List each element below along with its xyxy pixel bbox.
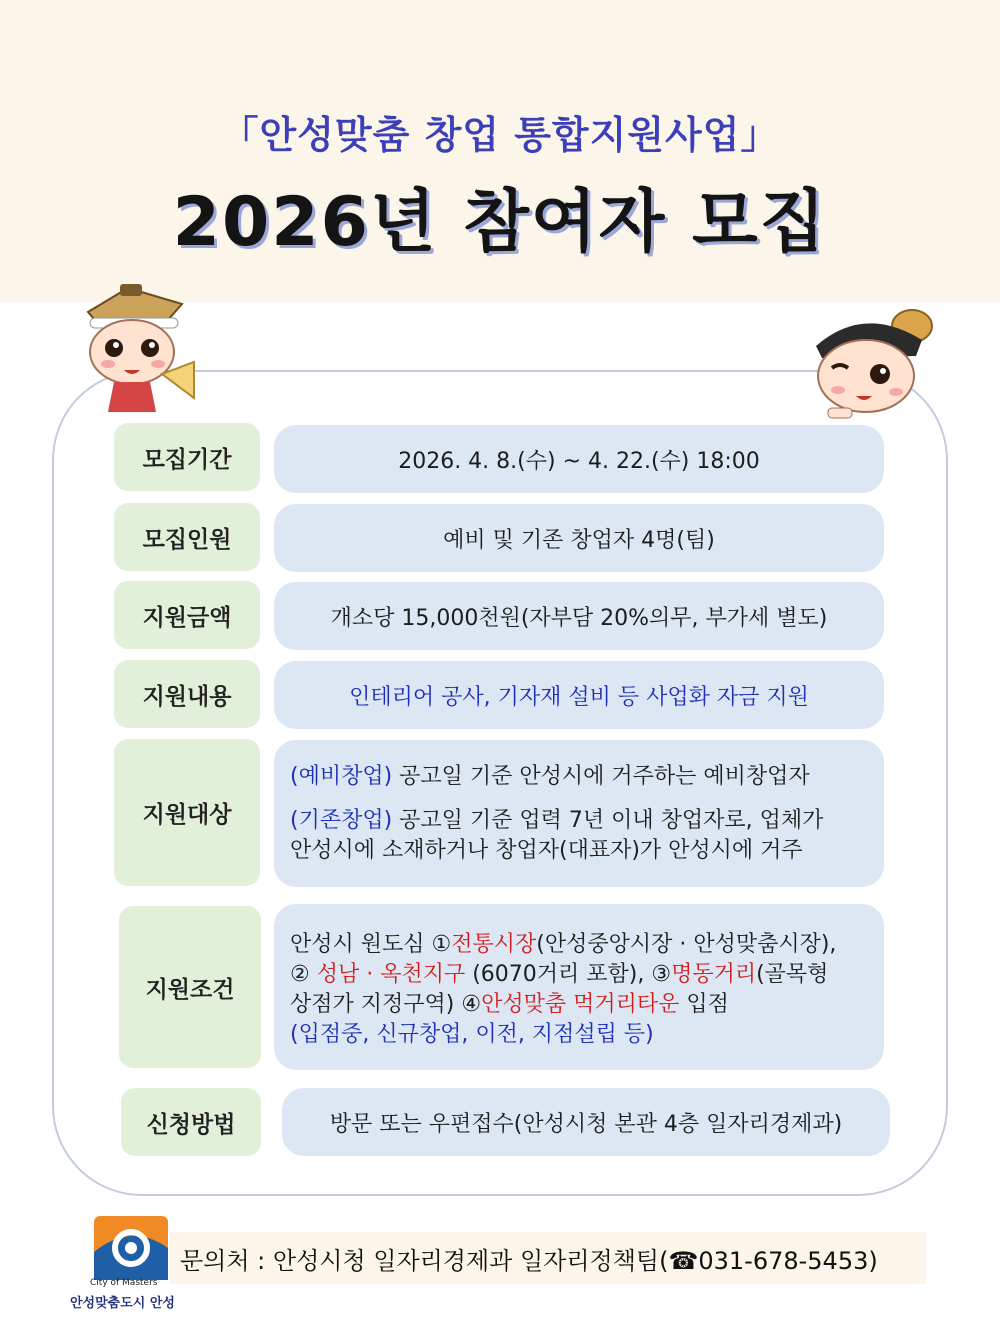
target-prep-tag: (예비창업) bbox=[290, 764, 393, 789]
value-recruit-count: 예비 및 기존 창업자 4명(팀) bbox=[274, 504, 884, 572]
cond-p6: (6070거리 포함), ③ bbox=[465, 962, 672, 987]
cond-p9: 상점가 지정구역) ④ bbox=[290, 992, 482, 1017]
cond-p8: (골목형 bbox=[756, 962, 829, 987]
label-support-condition: 지원조건 bbox=[119, 906, 261, 1068]
mascot-left-icon bbox=[70, 282, 200, 417]
label-recruit-period: 모집기간 bbox=[114, 423, 260, 491]
label-support-target: 지원대상 bbox=[114, 739, 260, 886]
label-support-content: 지원내용 bbox=[114, 660, 260, 728]
cond-p3: (안성중앙시장 · 안성맞춤시장), bbox=[536, 932, 837, 957]
target-exist-text: 공고일 기준 업력 7년 이내 창업자로, 업체가 bbox=[392, 808, 824, 833]
cond-p2: 전통시장 bbox=[451, 932, 537, 957]
cond-p11: 입점 bbox=[679, 992, 729, 1017]
cond-p1: 안성시 원도심 ① bbox=[290, 932, 452, 957]
page-subtitle: 「안성맞춤 창업 통합지원사업」 bbox=[220, 113, 780, 157]
label-support-amount: 지원금액 bbox=[114, 581, 260, 649]
value-support-amount: 개소당 15,000천원(자부담 20%의무, 부가세 별도) bbox=[274, 582, 884, 650]
contact-info: 문의처 : 안성시청 일자리경제과 일자리정책팀(☎031-678-5453) bbox=[170, 1232, 926, 1284]
logo-tagline: City of Masters bbox=[90, 1278, 158, 1288]
cond-p12: (입점중, 신규창업, 이전, 지점설립 등) bbox=[290, 1022, 654, 1047]
target-exist-tag: (기존창업) bbox=[290, 808, 393, 833]
value-support-target bbox=[274, 740, 884, 887]
value-recruit-period: 2026. 4. 8.(수) ~ 4. 22.(수) 18:00 bbox=[274, 425, 884, 493]
value-support-condition bbox=[274, 904, 884, 1070]
value-support-content: 인테리어 공사, 기자재 설비 등 사업화 자금 지원 bbox=[274, 661, 884, 729]
cond-p5: 성남 · 옥천지구 bbox=[316, 962, 466, 987]
target-exist-text2: 안성시에 소재하거나 창업자(대표자)가 안성시에 거주 bbox=[290, 838, 803, 863]
cond-p7: 명동거리 bbox=[671, 962, 757, 987]
target-prep-text: 공고일 기준 안성시에 거주하는 예비창업자 bbox=[392, 764, 810, 789]
cond-p10: 안성맞춤 먹거리타운 bbox=[481, 992, 680, 1017]
logo-brand: 안성맞춤도시 안성 bbox=[70, 1296, 175, 1311]
value-apply-method: 방문 또는 우편접수(안성시청 본관 4층 일자리경제과) bbox=[282, 1088, 890, 1156]
cond-p4: ② bbox=[290, 962, 317, 987]
page-title: 2026년 참여자 모집 bbox=[172, 183, 828, 262]
label-recruit-count: 모집인원 bbox=[114, 503, 260, 571]
mascot-right-icon bbox=[804, 304, 940, 422]
label-apply-method: 신청방법 bbox=[121, 1088, 261, 1156]
